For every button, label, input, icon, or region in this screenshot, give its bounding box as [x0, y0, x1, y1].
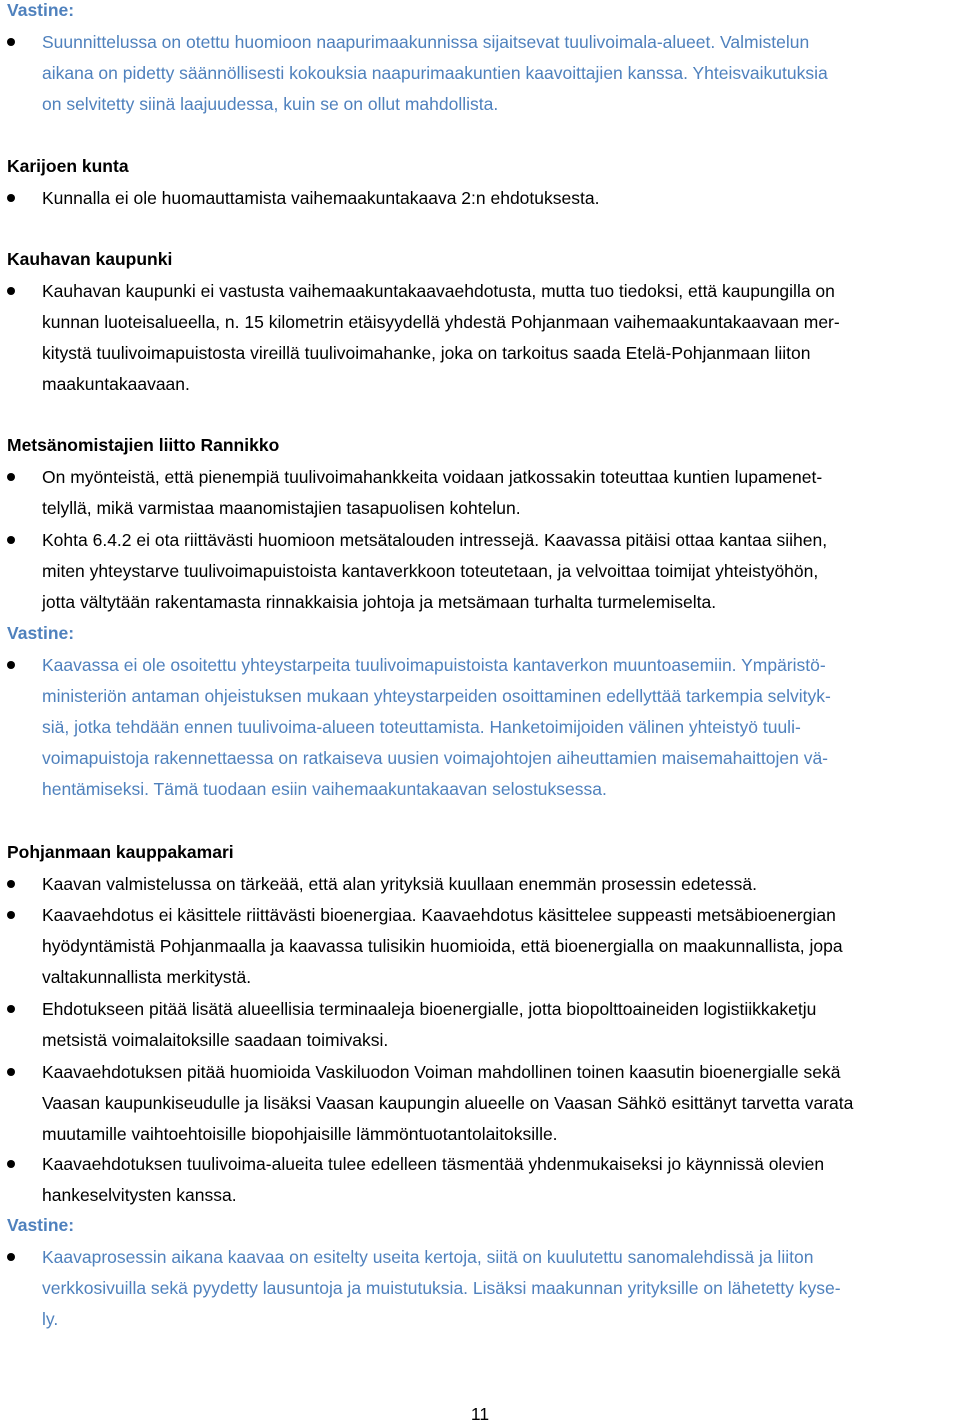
heading-vastine: Vastine:: [7, 623, 75, 643]
text-line: aikana on pidetty säännöllisesti kokouksia naapurimaakuntien kaavoittajien kanssa. Yhteisvaikutuksia: [42, 63, 828, 83]
text-line: jotta vältytään rakentamasta rinnakkaisia johtoja ja metsämaan turhalta turmelemiselta.: [42, 592, 717, 612]
text-line: Kaavaehdotuksen tuulivoima-alueita tulee edelleen täsmentää yhdenmukaiseksi jo käynnissä olevien: [42, 1154, 825, 1174]
text-line: ly.: [42, 1309, 59, 1329]
bullet-icon: [7, 880, 15, 888]
text-line: voimapuistoja rakennettaessa on ratkaiseva uusien voimajohtojen aiheuttamien maisemahaittojen vä-: [42, 748, 829, 768]
text-line: siä, jotka tehdään ennen tuulivoima-alueen toteuttamista. Hanketoimijoiden välinen yhteistyö tuuli-: [42, 717, 801, 737]
text-line: Kauhavan kaupunki ei vastusta vaihemaakuntakaavaehdotusta, mutta tuo tiedoksi, että kaupungilla on: [42, 281, 835, 301]
heading-pohjanmaan-kauppakamari: Pohjanmaan kauppakamari: [7, 842, 234, 862]
heading-vastine: Vastine:: [7, 0, 75, 20]
text-line: hentämiseksi. Tämä tuodaan esiin vaihemaakuntakaavan selostuksessa.: [42, 779, 607, 799]
text-line: Kohta 6.4.2 ei ota riittävästi huomioon metsätalouden intressejä. Kaavassa pitäisi ottaa kantaa siihen,: [42, 530, 828, 550]
heading-karijoen-kunta: Karijoen kunta: [7, 156, 129, 176]
page-number: 11: [470, 1404, 490, 1424]
text-line: telyllä, mikä varmistaa maanomistajien tasapuolisen kohtelun.: [42, 498, 521, 518]
bullet-icon: [7, 536, 15, 544]
heading-kauhavan-kaupunki: Kauhavan kaupunki: [7, 249, 173, 269]
text-line: kunnan luoteisalueella, n. 15 kilometrin etäisyydellä yhdestä Pohjanmaan vaihemaakuntakaavaan mer-: [42, 312, 840, 332]
text-line: muutamille vaihtoehtoisille biopohjaisille lämmöntuotantolaitoksille.: [42, 1124, 558, 1144]
text-line: Vaasan kaupunkiseudulle ja lisäksi Vaasan kaupungin alueelle on Vaasan Sähkö esittänyt tarvetta varata: [42, 1093, 854, 1113]
text-line: hyödyntämistä Pohjanmaalla ja kaavassa tulisikin huomioida, että bioenergialla on maakunnallista, jopa: [42, 936, 843, 956]
text-line: hankeselvitysten kanssa.: [42, 1185, 237, 1205]
text-line: Kaavassa ei ole osoitettu yhteystarpeita tuulivoimapuistoista kantaverkon muuntoasemiin. Ympäristö-: [42, 655, 826, 675]
text-line: valtakunnallista merkitystä.: [42, 967, 252, 987]
text-line: Kaavaehdotuksen pitää huomioida Vaskiluodon Voiman mahdollinen toinen kaasutin bioenergialle sekä: [42, 1062, 841, 1082]
text-line: maakuntakaavaan.: [42, 374, 190, 394]
text-line: Kunnalla ei ole huomauttamista vaihemaakuntakaava 2:n ehdotuksesta.: [42, 188, 600, 208]
bullet-icon: [7, 1068, 15, 1076]
bullet-icon: [7, 1160, 15, 1168]
bullet-icon: [7, 287, 15, 295]
text-line: Kaavan valmistelussa on tärkeää, että alan yrityksiä kuullaan enemmän prosessin edetessä.: [42, 874, 757, 894]
text-line: On myönteistä, että pienempiä tuulivoimahankkeita voidaan jatkossakin toteuttaa kuntien lupamenet-: [42, 467, 823, 487]
heading-metsanomistajien-liitto: Metsänomistajien liitto Rannikko: [7, 435, 280, 455]
text-line: Kaavaehdotus ei käsittele riittävästi bioenergiaa. Kaavaehdotus käsittelee suppeasti metsäbioenergian: [42, 905, 836, 925]
text-line: Kaavaprosessin aikana kaavaa on esitelty useita kertoja, siitä on kuulutettu sanomalehdissä ja liiton: [42, 1247, 814, 1267]
text-line: metsistä voimalaitoksille saadaan toimivaksi.: [42, 1030, 389, 1050]
text-line: verkkosivuilla sekä pyydetty lausuntoja ja muistutuksia. Lisäksi maakunnan yrityksille on lähetetty kyse-: [42, 1278, 841, 1298]
text-line: on selvitetty siinä laajuudessa, kuin se on ollut mahdollista.: [42, 94, 499, 114]
text-line: Suunnittelussa on otettu huomioon naapurimaakunnissa sijaitsevat tuulivoimala-alueet. Valmistelun: [42, 32, 810, 52]
bullet-icon: [7, 473, 15, 481]
text-line: Ehdotukseen pitää lisätä alueellisia terminaaleja bioenergialle, jotta biopolttoaineiden logistiikkaketju: [42, 999, 817, 1019]
text-line: miten yhteystarve tuulivoimapuistoista kantaverkkoon toteutetaan, ja velvoittaa toimijat yhteistyöhön,: [42, 561, 819, 581]
heading-vastine: Vastine:: [7, 1215, 75, 1235]
bullet-icon: [7, 911, 15, 919]
text-line: ministeriön antaman ohjeistuksen mukaan yhteystarpeiden osoittaminen edellyttää tarkempia selvityk-: [42, 686, 831, 706]
bullet-icon: [7, 1253, 15, 1261]
bullet-icon: [7, 661, 15, 669]
bullet-icon: [7, 194, 15, 202]
text-line: kitystä tuulivoimapuistosta vireillä tuulivoimahanke, joka on tarkoitus saada Etelä-Pohjanmaan liiton: [42, 343, 811, 363]
bullet-icon: [7, 1005, 15, 1013]
bullet-icon: [7, 38, 15, 46]
